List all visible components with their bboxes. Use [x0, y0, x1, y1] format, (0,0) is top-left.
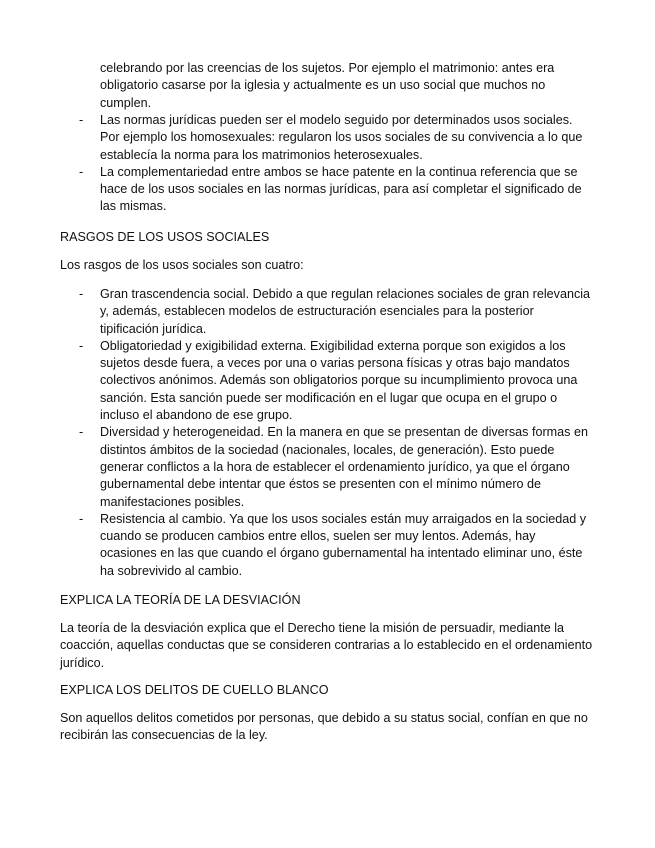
rasgos-intro: Los rasgos de los usos sociales son cuatro:: [60, 258, 304, 272]
list-item: [60, 338, 595, 424]
list-item-text: Diversidad y heterogeneidad. En la manera en que se presentan de diversas formas en distintos ámbitos de la sociedad (nacionales, locales, de generación). Esto puede generar conflictos a la hora de establecer el ordenamiento jurídico, ya que el órgano gubernamental debe intentar que éstos se presenten con el mínimo número de manifestaciones posibles.: [100, 425, 588, 509]
section-heading-desviacion: EXPLICA LA TEORÍA DE LA DESVIACIÓN: [60, 593, 301, 607]
list-item-text: Resistencia al cambio. Ya que los usos sociales están muy arraigados en la sociedad y cuando se producen cambios entre ellos, suelen ser muy lentos. Además, hay ocasiones en las que cuando el órgano gubernamental ha intentado eliminar uno, éste ha sobrevivido al cambio.: [100, 511, 587, 578]
section-heading-cuello-blanco: EXPLICA LOS DELITOS DE CUELLO BLANCO: [60, 683, 329, 697]
list-item: [60, 164, 595, 216]
bullet-dash: -: [79, 511, 84, 526]
rasgos-list: [60, 286, 595, 580]
list-item: [60, 511, 595, 580]
cuello-blanco-body: Son aquellos delitos cometidos por personas, que debido a su status social, confían en que no recibirán las consecuencias de la ley.: [60, 711, 588, 743]
list-item: [60, 112, 595, 164]
bullet-dash: -: [79, 338, 84, 353]
list-item: [60, 424, 595, 510]
list-item-text: Obligatoriedad y exigibilidad externa. Exigibilidad externa porque son exigidos a los sujetos desde fuera, a veces por una o varias persona físicas y otras bajo mandatos colectivos anónimos. Además son obligatorios porque su incumplimiento provoca una sanción. Esta sanción puede ser modificación en el lugar que ocupa en el grupo o incluso el abandono de ese grupo.: [100, 338, 578, 423]
bullet-dash: -: [79, 164, 84, 179]
intro-continuation: celebrando por las creencias de los sujetos. Por ejemplo el matrimonio: antes era obligatorio casarse por la iglesia y actualmente es un uso social que muchos no cumplen.: [100, 61, 555, 110]
list-item: [60, 286, 595, 338]
list-item-text: Las normas jurídicas pueden ser el modelo seguido por determinados usos sociales. Por ejemplo los homosexuales: regularon los usos sociales de su convivencia a lo que establecía la norma para los matrimonios heterosexuales.: [100, 113, 583, 162]
list-item-text: Gran trascendencia social. Debido a que regulan relaciones sociales de gran relevancia y, además, establecen modelos de estructuración esenciales para la posterior tipificación jurídica.: [100, 287, 591, 336]
list-item-text: La complementariedad entre ambos se hace patente en la continua referencia que se hace de los usos sociales en las normas jurídicas, para así completar el significado de las mismas.: [100, 164, 582, 214]
desviacion-body: La teoría de la desviación explica que el Derecho tiene la misión de persuadir, mediante la coacción, aquellas conductas que se consideren contrarias a lo establecido en el ordenamiento jurídico.: [60, 621, 593, 670]
intro-list: [60, 112, 595, 216]
bullet-dash: -: [79, 113, 84, 127]
bullet-dash: -: [79, 425, 84, 440]
section-heading-rasgos: RASGOS DE LOS USOS SOCIALES: [60, 230, 270, 244]
bullet-dash: -: [79, 287, 84, 301]
